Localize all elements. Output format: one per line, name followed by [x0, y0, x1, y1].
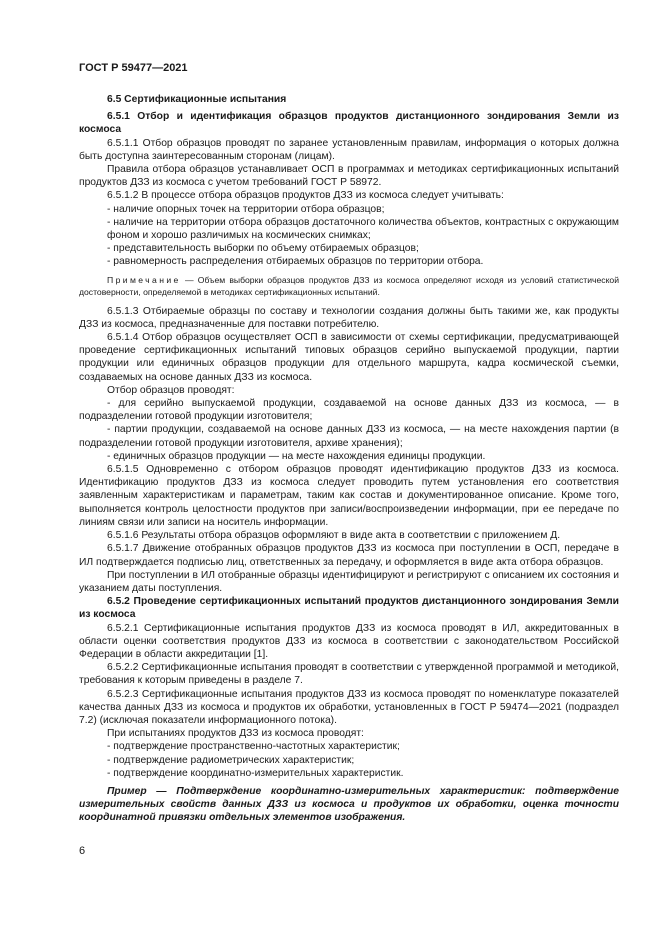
subsection-heading-6-5-2: 6.5.2 Проведение сертификационных испытаний продуктов дистанционного зондирования Земли из космоса	[79, 596, 619, 621]
paragraph-6-5-2-2: 6.5.2.2 Сертификационные испытания проводят в соответствии с утвержденной программой и методикой, требования к которым приведены в разделе 7.	[79, 662, 619, 687]
example-text: — Подтверждение координатно-измерительных характеристик: подтверждение измерительных свойств данных ДЗЗ из космоса и продуктов их обработки, оценка точности координатной привязки отдельных элементов изображения.	[79, 785, 619, 824]
subsection-heading-6-5-1: 6.5.1 Отбор и идентификация образцов продуктов дистанционного зондирования Земли из космоса	[79, 111, 619, 136]
list-item: - подтверждение пространственно-частотных характеристик;	[107, 741, 400, 753]
note-text: — Объем выборки образцов продуктов ДЗЗ из космоса определяют исходя из условий статистической достоверности, определяемой в методиках сертификационных испытаний.	[79, 274, 619, 297]
standard-designation: ГОСТ Р 59477—2021	[79, 62, 188, 74]
paragraph-6-5-1-3: 6.5.1.3 Отбираемые образцы по составу и технологии создания должны быть такими же, как продукты ДЗЗ из космоса, предназначенные для поставки потребителю.	[79, 305, 619, 330]
list-item: - равномерность распределения отбираемых образцов по территории отбора.	[107, 256, 484, 268]
paragraph-6-5-1-1: 6.5.1.1 Отбор образцов проводят по заранее установленным правилам, информация о которых должна быть доступна заинтересованным сторонам (лицам).	[79, 137, 619, 162]
list-item: - подтверждение радиометрических характеристик;	[107, 754, 355, 766]
example	[79, 785, 619, 825]
list-item: - для серийно выпускаемой продукции, создаваемой на основе данных ДЗЗ из космоса, — в подразделении готовой продукции изготовителя;	[79, 398, 619, 423]
paragraph-6-5-1-6: 6.5.1.6 Результаты отбора образцов оформляют в виде акта в соответствии с приложением Д.	[107, 530, 561, 542]
paragraph-6-5-2-3: 6.5.2.3 Сертификационные испытания продуктов ДЗЗ из космоса проводят по номенклатуре показателей качества данных ДЗЗ из космоса и продуктов их обработки, установленных в ГОСТ Р 59474—2021 (подраздел 7.2) (исключая показатели информационного потока).	[79, 688, 619, 726]
list-item: - наличие опорных точек на территории отбора образцов;	[107, 203, 385, 215]
page-number: 6	[79, 845, 86, 857]
list-item: - подтверждение координатно-измерительных характеристик.	[107, 767, 404, 779]
list-item: - наличие на территории отбора образцов достаточного количества объектов, контрастных с окружающим фоном и хорошо различимых на космических снимках;	[107, 216, 619, 242]
example-label: Пример	[107, 785, 147, 797]
list-item: - единичных образцов продукции — на месте нахождения единицы продукции.	[107, 450, 486, 462]
paragraph-6-5-1-7: 6.5.1.7 Движение отобранных образцов продуктов ДЗЗ из космоса при поступлении в ОСП, передаче в ИЛ подтверждается подписью лиц, ответственных за передачу, и оформляется в виде акта отбора образцов.	[79, 543, 619, 568]
document-body	[79, 93, 619, 825]
list-item: - представительность выборки по объему отбираемых образцов;	[107, 243, 419, 255]
paragraph: При поступлении в ИЛ отобранные образцы идентифицируют и регистрируют с описанием их состояния и указанием даты поступления.	[79, 569, 619, 594]
paragraph-6-5-1-5: 6.5.1.5 Одновременно с отбором образцов проводят идентификацию продуктов ДЗЗ из космоса. Идентификацию продуктов ДЗЗ из космоса следует проводить путем установления его соответствия заявленным характеристикам и параметрам, таким как состав и документированное описание. Кроме того, выполняется контроль целостности продуктов при записи/воспроизведении информации, при ее передаче по линиям связи или записи на носитель информации.	[79, 464, 619, 528]
paragraph: Отбор образцов проводят:	[107, 384, 235, 396]
list-item: - партии продукции, создаваемой на основе данных ДЗЗ из космоса, — на месте нахождения партии (в подразделении готовой продукции изготовителя, архиве хранения);	[79, 424, 619, 449]
section-heading: 6.5 Сертификационные испытания	[107, 94, 287, 105]
note-label: Примечание	[107, 274, 181, 285]
paragraph-6-5-2-1: 6.5.2.1 Сертификационные испытания продуктов ДЗЗ из космоса проводят в ИЛ, аккредитованных в области оценки соответствия продуктов ДЗЗ из космоса в соответствии с законодательством Российской Федерации в области аккредитации [1].	[79, 622, 619, 660]
paragraph: Правила отбора образцов устанавливает ОСП в программах и методиках сертификационных испытаний продуктов ДЗЗ из космоса с учетом требований ГОСТ Р 58972.	[79, 164, 619, 189]
paragraph-6-5-1-4: 6.5.1.4 Отбор образцов осуществляет ОСП в зависимости от схемы сертификации, предусматривающей проведение сертификационных испытаний типовых образцов серийно выпускаемой продукции, партии продукции или единичных образцов продукции для отдельного маршрута, кадра космической съемки, создаваемых на основе данных ДЗЗ из космоса.	[79, 332, 619, 383]
paragraph-6-5-1-2: 6.5.1.2 В процессе отбора образцов продуктов ДЗЗ из космоса следует учитывать:	[107, 190, 504, 202]
note	[79, 274, 619, 298]
paragraph: При испытаниях продуктов ДЗЗ из космоса проводят:	[107, 728, 364, 740]
